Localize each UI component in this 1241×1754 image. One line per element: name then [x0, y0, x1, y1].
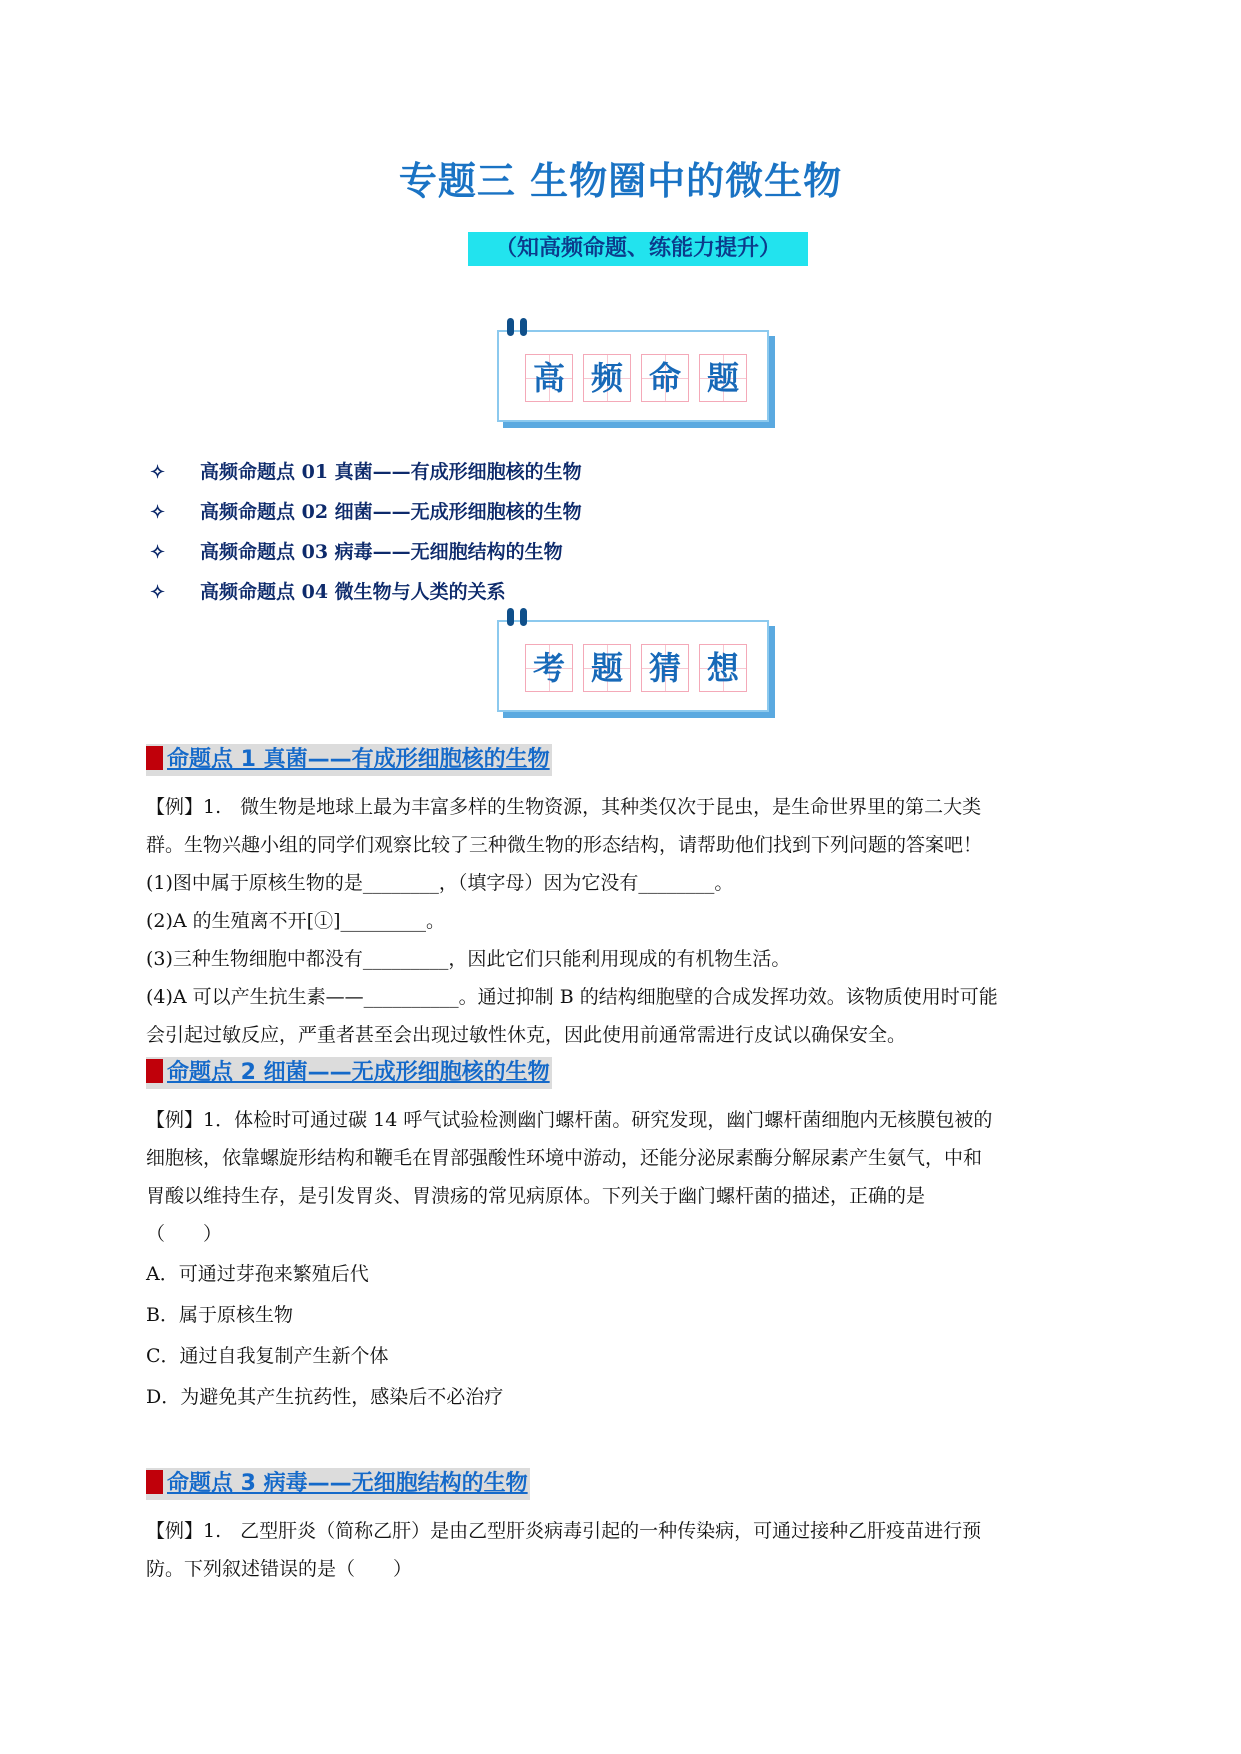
badge-char: 命 — [641, 354, 689, 402]
badge-high-frequency — [497, 330, 769, 422]
topic-list-item — [150, 492, 582, 532]
topic-list-item — [150, 452, 582, 492]
question-line: 【例】1．体检时可通过碳 14 呼气试验检测幽门螺杆菌。研究发现，幽门螺杆菌细胞内无核膜包被的 — [146, 1109, 993, 1131]
red-marker-icon — [146, 1470, 163, 1494]
badge-char: 高 — [525, 354, 573, 402]
topic-label: 高频命题点 02 细菌——无成形细胞核的生物 — [200, 501, 582, 523]
star-bullet-icon: ✧ — [150, 582, 166, 603]
question-line: （ ） — [146, 1223, 223, 1245]
binder-rings-icon — [507, 608, 533, 630]
question-text — [146, 1101, 1108, 1253]
topic-list-item — [150, 572, 582, 612]
answer-option: D．为避免其产生抗药性，感染后不必治疗 — [146, 1386, 504, 1408]
page-subtitle: （知高频命题、练能力提升） — [468, 232, 808, 266]
binder-rings-icon — [507, 318, 533, 340]
question-line: 细胞核，依靠螺旋形结构和鞭毛在胃部强酸性环境中游动，还能分泌尿素酶分解尿素产生氨气，中和 — [146, 1147, 983, 1169]
question-text — [146, 1512, 1108, 1588]
badge-exam-guess — [497, 620, 769, 712]
question-line: (2)A 的生殖离不开[①]_________。 — [146, 910, 445, 932]
answer-option: C．通过自我复制产生新个体 — [146, 1345, 389, 1367]
question-line: (1)图中属于原核生物的是________，（填字母）因为它没有________。 — [146, 872, 734, 894]
topic-label: 高频命题点 01 真菌——有成形细胞核的生物 — [200, 461, 582, 483]
question-line: 群。生物兴趣小组的同学们观察比较了三种微生物的形态结构，请帮助他们找到下列问题的答案吧！ — [146, 834, 983, 856]
badge-char: 题 — [699, 354, 747, 402]
star-bullet-icon: ✧ — [150, 502, 166, 523]
answer-option: A．可通过芽孢来繁殖后代 — [146, 1263, 369, 1285]
topic-list — [150, 452, 582, 612]
question-line: 防。下列叙述错误的是（ ） — [146, 1558, 413, 1580]
answer-options — [146, 1254, 503, 1418]
question-line: 会引起过敏反应，严重者甚至会出现过敏性休克，因此使用前通常需进行皮试以确保安全。 — [146, 1024, 907, 1046]
question-line: (3)三种生物细胞中都没有_________，因此它们只能利用现成的有机物生活。 — [146, 948, 791, 970]
star-bullet-icon: ✧ — [150, 462, 166, 483]
section-heading: 命题点 1 真菌——有成形细胞核的生物 — [146, 744, 552, 776]
badge-char: 题 — [583, 644, 631, 692]
badge-char: 考 — [525, 644, 573, 692]
page-title: 专题三 生物圈中的微生物 — [398, 159, 843, 203]
red-marker-icon — [146, 1059, 163, 1083]
star-bullet-icon: ✧ — [150, 542, 166, 563]
question-text — [146, 788, 1108, 1054]
badge-char: 猜 — [641, 644, 689, 692]
question-line: 胃酸以维持生存，是引发胃炎、胃溃疡的常见病原体。下列关于幽门螺杆菌的描述，正确的是 — [146, 1185, 926, 1207]
question-line: (4)A 可以产生抗生素——__________。通过抑制 B 的结构细胞壁的合成发挥功效。该物质使用时可能 — [146, 986, 998, 1008]
question-line: 【例】1. 乙型肝炎（简称乙肝）是由乙型肝炎病毒引起的一种传染病，可通过接种乙肝疫苗进行预 — [146, 1520, 982, 1542]
question-line: 【例】1. 微生物是地球上最为丰富多样的生物资源，其种类仅次于昆虫，是生命世界里的第二大类 — [146, 796, 982, 818]
topic-list-item — [150, 532, 582, 572]
section-heading: 命题点 3 病毒——无细胞结构的生物 — [146, 1468, 530, 1500]
red-marker-icon — [146, 746, 163, 770]
section-heading: 命题点 2 细菌——无成形细胞核的生物 — [146, 1057, 552, 1089]
badge-char: 频 — [583, 354, 631, 402]
topic-label: 高频命题点 04 微生物与人类的关系 — [200, 581, 506, 603]
topic-label: 高频命题点 03 病毒——无细胞结构的生物 — [200, 541, 563, 563]
answer-option: B．属于原核生物 — [146, 1304, 293, 1326]
badge-char: 想 — [699, 644, 747, 692]
